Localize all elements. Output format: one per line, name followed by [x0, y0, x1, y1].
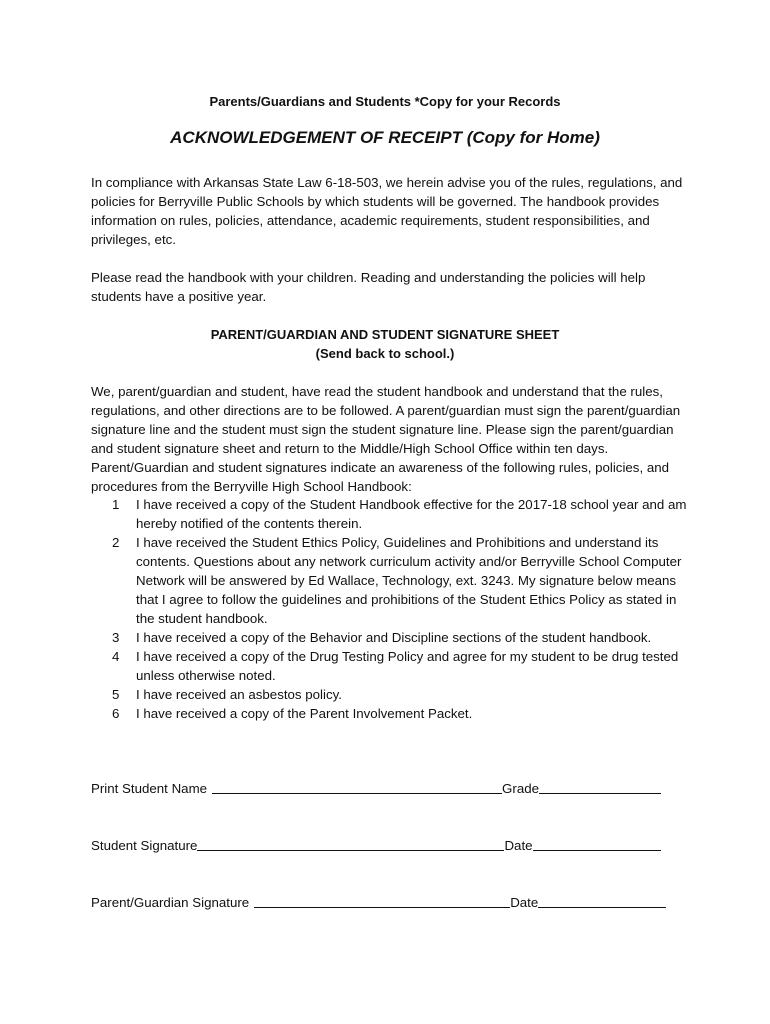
signature-sheet-title: PARENT/GUARDIAN AND STUDENT SIGNATURE SHEET [210, 327, 560, 342]
signature-sheet-subtitle: (Send back to school.) [315, 346, 455, 361]
list-item [91, 533, 691, 628]
list-item-text: I have received a copy of the Drug Testing Policy and agree for my student to be drug tested unless otherwise noted. [136, 649, 679, 683]
intro-paragraph-2: Please read the handbook with your children. Reading and understanding the policies will help students have a positive year. [91, 270, 646, 304]
list-item-text: I have received an asbestos policy. [136, 687, 342, 702]
list-item-number: 6 [112, 706, 120, 721]
student-date-line[interactable] [533, 836, 661, 851]
list-item [91, 647, 691, 685]
grade-line[interactable] [539, 779, 661, 794]
document-subtitle: Parents/Guardians and Students *Copy for your Records [209, 94, 561, 109]
parent-signature-line[interactable] [254, 893, 510, 908]
student-signature-row [91, 836, 661, 853]
student-name-label: Print Student Name [91, 781, 208, 796]
student-name-row [91, 779, 661, 796]
signature-sheet-heading [0, 325, 770, 363]
list-item-text: I have received a copy of the Behavior and Discipline sections of the student handbook. [136, 630, 652, 645]
list-item-text: I have received a copy of the Student Handbook effective for the 2017-18 school year and am hereby notified of the contents therein. [136, 497, 687, 531]
student-name-line[interactable] [212, 779, 502, 794]
list-item [91, 495, 691, 533]
document-title: ACKNOWLEDGEMENT OF RECEIPT (Copy for Home) [170, 128, 600, 147]
list-item [91, 628, 691, 647]
list-item-number: 3 [112, 630, 120, 645]
signature-sheet-body: We, parent/guardian and student, have read the student handbook and understand that the rules, regulations, and other directions are to be followed. A parent/guardian must sign the parent/guardian signature line and the student must sign the student signature line. Please sign the parent/guardian and student signature sheet and return to the Middle/High School Office within ten days. Parent/Guardian and student signatures indicate an awareness of the following rules, policies, and procedures from the Berryville High School Handbook: [91, 384, 681, 494]
list-item-number: 5 [112, 687, 120, 702]
parent-signature-label: Parent/Guardian Signature [91, 895, 250, 910]
list-item [91, 685, 691, 704]
parent-date-line[interactable] [538, 893, 666, 908]
list-item [91, 704, 691, 723]
parent-signature-row [91, 893, 666, 910]
parent-date-label: Date [510, 895, 539, 910]
acknowledgement-list [91, 495, 691, 723]
list-item-number: 2 [112, 535, 120, 550]
list-item-number: 1 [112, 497, 120, 512]
list-item-number: 4 [112, 649, 120, 664]
intro-paragraph-1: In compliance with Arkansas State Law 6-18-503, we herein advise you of the rules, regulations, and policies for Berryville Public Schools by which students will be governed. The handbook provides information on rules, policies, attendance, academic requirements, student responsibilities, and privileges, etc. [91, 175, 683, 247]
student-signature-line[interactable] [197, 836, 504, 851]
list-item-text: I have received a copy of the Parent Involvement Packet. [136, 706, 473, 721]
list-item-text: I have received the Student Ethics Policy, Guidelines and Prohibitions and understand its contents. Questions about any network curriculum activity and/or Berryville School Computer Network will be answered by Ed Wallace, Technology, ext. 3243. My signature below means that I agree to follow the guidelines and prohibitions of the Student Ethics Policy as stated in the student handbook. [136, 535, 682, 626]
student-date-label: Date [504, 838, 533, 853]
student-signature-label: Student Signature [91, 838, 198, 853]
grade-label: Grade [502, 781, 540, 796]
